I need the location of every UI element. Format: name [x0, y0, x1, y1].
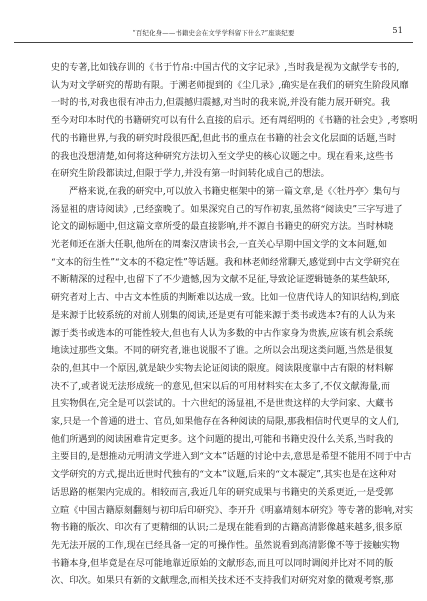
body-text	[51, 60, 418, 591]
text-line: 话思路的框架内完成的。相较而言,我近几年的研究成果与书籍史的关系更近,一是受郭	[51, 487, 394, 498]
text-line: 杂的,但其中一个原因,就是缺少实物去论证阅读的限度。阅读限度靠中古有限的材料解	[51, 363, 394, 374]
text-line: 物书籍的版次、印次有了更精细的认识;二是现在能看到的古籍高清影像越来越多,很多原	[51, 523, 403, 534]
text-line: “文本的衍生性”“文本的不稳定性”等话题。我和林老师经常聊天,感觉到中古文学研究在	[51, 257, 400, 268]
text-line: 且实物俱在,完全是可以尝试的。十六世纪的汤显祖,不是世贵这样的大学问家、大藏书	[51, 399, 394, 410]
text-line: 次、印次。如果只有新的文献理念,而相关技术还不支持我们对研究对象的微观考察,那	[51, 576, 394, 587]
text-line: 是来源于比较系统的对前人别集的阅读,还是更有可能来源于类书或选本?有的人认为来	[51, 310, 396, 321]
text-line: 的我也没想清楚,如何将这种研究方法切入至文学史的核心议题之中。现在看来,这些书	[51, 151, 394, 162]
text-line: 先无法开展的工作,现在已经具备一定的可操作性。虽然说看到高清影像不等于接触实物	[51, 540, 400, 551]
page-number: 51	[392, 26, 403, 35]
text-line: 严格来说,在我的研究中,可以放入书籍史框架中的第一篇文章,是《〈牡丹亭〉集句与	[69, 186, 401, 197]
text-line: 立暄《中国古籍原刻翻刻与初印后印研究》、李开升《明嘉靖刻本研究》等专著的影响,对实	[51, 505, 414, 516]
text-line: 代的书籍世界,与我的研究时段很匹配,但此书的重点在书籍的社会文化层面的话题,当时	[51, 133, 397, 144]
text-line: 研究者对上古、中古文本性质的判断难以达成一致。比如一位唐代诗人的知识结构,到底	[51, 293, 400, 304]
text-line: 文学研究的方式,提出近世时代独有的“文本”议题,后来的“文本凝定”,其实也是在这种对	[51, 470, 397, 481]
text-line: 他们所遇到的阅读困难肯定更多。这个问题的提出,可能和书籍史没什么关系,当时我的	[51, 434, 394, 445]
text-line: 主要目的,是想推动元明清文学进入到“文本”话题的讨论中去,意思是希望不能用不同于中古	[51, 452, 412, 463]
header-rule	[14, 42, 413, 43]
text-line: 不断精深的过程中,也留下了不少遗憾,因为文献不足征,导致论证逻辑链条的某些缺环,	[51, 275, 390, 286]
text-line: 史的专著,比如钱存训的《书于竹帛:中国古代的文字记录》,当时我是视为文献学专书的,	[51, 63, 400, 73]
running-title: “百纪化身——书籍史会在文学学科留下什么?”座谈纪要	[132, 29, 295, 37]
text-line: 至今对印本时代的书籍研究可以有什么直接的启示。还有周绍明的《书籍的社会史》,考察明	[51, 116, 418, 127]
running-header	[14, 26, 413, 40]
text-line: 源于类书或选本的可能性较大,但也有人认为多数的中古作家身为贵族,应该有机会系统	[51, 328, 394, 339]
text-line: 地读过那些文集。不同的研究者,谁也说服不了谁。之所以会出现这类问题,当然是很复	[51, 346, 394, 357]
text-line: 光老师还在浙大任职,他所在的周秦汉唐读书会,一直关心早期中国文学的文本问题,如	[51, 240, 388, 251]
text-line: 决不了,或者说无法形成统一的意见,但宋以后的可用材料实在太多了,不仅文献海量,而	[51, 381, 390, 392]
text-line: 在研究生阶段都读过,但限于学力,并没有第一时间转化成自己的想法。	[51, 169, 330, 180]
text-line: 家,只是一个普通的进士、官员,如果他存在各种阅读的局限,那我相信时代更早的文人们,	[51, 417, 400, 428]
text-line: 一时的书,对我也很有冲击力,但震撼归震撼,对当时的我来说,并没有能力展开研究。我	[51, 98, 390, 109]
text-line: 汤显祖的唐诗阅读》,已经蛮晚了。如果深究自己的写作初衷,虽然将“阅读史”三字写进了	[51, 204, 403, 215]
text-line: 书籍本身,但毕竟是在尽可能地靠近原始的文献形态,而且可以同时调阅并比对不同的版	[51, 558, 394, 569]
text-line: 认为对文学研究的帮助有限。于溯老师提到的《尘几录》,确实是在我们的研究生阶段风靡	[51, 80, 409, 91]
text-line: 论文的副标题中,但这篇文章所受的最直接影响,并不源自书籍史的研究方法。当时林晓	[51, 222, 394, 233]
